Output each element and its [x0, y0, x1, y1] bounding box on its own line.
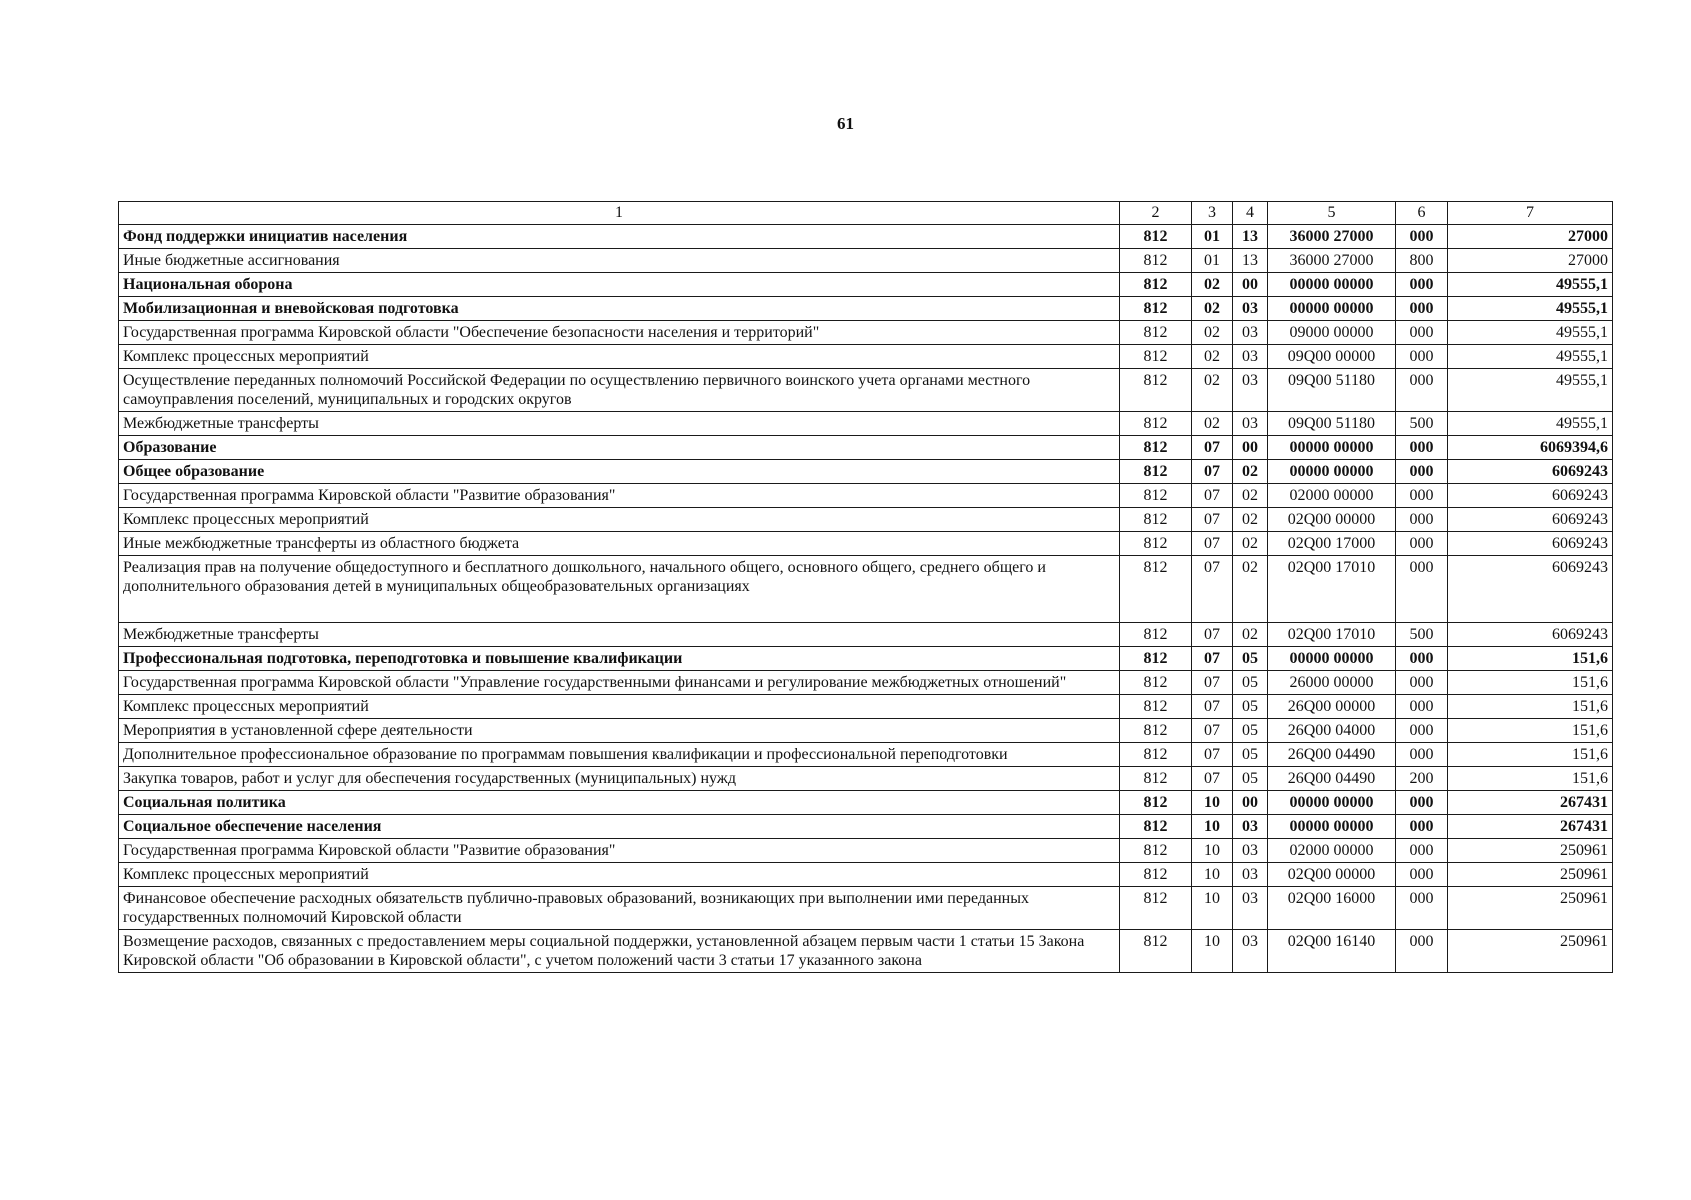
target-article-cell: 00000 00000: [1268, 436, 1396, 460]
amount-cell: 151,6: [1448, 767, 1613, 791]
amount-cell: 6069243: [1448, 556, 1613, 623]
expense-type-cell: 000: [1396, 556, 1448, 623]
section-code-cell: 07: [1192, 743, 1233, 767]
section-code-cell: 10: [1192, 930, 1233, 973]
table-row: [119, 273, 1613, 297]
table-row: [119, 863, 1613, 887]
table-row: [119, 369, 1613, 412]
target-article-cell: 00000 00000: [1268, 647, 1396, 671]
admin-code-cell: 812: [1120, 369, 1192, 412]
amount-cell: 27000: [1448, 249, 1613, 273]
amount-cell: 6069243: [1448, 532, 1613, 556]
header-cell: 4: [1233, 202, 1268, 225]
row-name-cell: Государственная программа Кировской области "Управление государственными финансами и регулирование межбюджетных отношений": [119, 671, 1120, 695]
row-name-cell: Реализация прав на получение общедоступного и бесплатного дошкольного, начального общего, основного общего, среднего общего и дополнительного образования детей в муниципальных общеобразовательных организациях: [119, 556, 1120, 623]
table-row: [119, 345, 1613, 369]
section-code-cell: 07: [1192, 695, 1233, 719]
table-row: [119, 436, 1613, 460]
target-article-cell: 00000 00000: [1268, 297, 1396, 321]
subsection-code-cell: 03: [1233, 930, 1268, 973]
header-row: [119, 202, 1613, 225]
admin-code-cell: 812: [1120, 623, 1192, 647]
expense-type-cell: 000: [1396, 369, 1448, 412]
subsection-code-cell: 03: [1233, 839, 1268, 863]
amount-cell: 6069243: [1448, 508, 1613, 532]
expense-type-cell: 000: [1396, 345, 1448, 369]
amount-cell: 151,6: [1448, 695, 1613, 719]
target-article-cell: 09000 00000: [1268, 321, 1396, 345]
target-article-cell: 02000 00000: [1268, 484, 1396, 508]
row-name-cell: Профессиональная подготовка, переподготовка и повышение квалификации: [119, 647, 1120, 671]
section-code-cell: 02: [1192, 321, 1233, 345]
subsection-code-cell: 05: [1233, 671, 1268, 695]
admin-code-cell: 812: [1120, 225, 1192, 249]
table-row: [119, 839, 1613, 863]
expense-type-cell: 000: [1396, 321, 1448, 345]
table-row: [119, 532, 1613, 556]
target-article-cell: 02Q00 16140: [1268, 930, 1396, 973]
row-name-cell: Возмещение расходов, связанных с предоставлением меры социальной поддержки, установленной абзацем первым части 1 статьи 15 Закона Кировской области "Об образовании в Кировской области", с учетом положений части 3 статьи 17 указанного закона: [119, 930, 1120, 973]
section-code-cell: 07: [1192, 460, 1233, 484]
section-code-cell: 07: [1192, 671, 1233, 695]
page-number: 61: [837, 114, 854, 133]
table-row: [119, 887, 1613, 930]
target-article-cell: 26000 00000: [1268, 671, 1396, 695]
subsection-code-cell: 03: [1233, 887, 1268, 930]
amount-cell: 49555,1: [1448, 369, 1613, 412]
section-code-cell: 07: [1192, 623, 1233, 647]
amount-cell: 151,6: [1448, 719, 1613, 743]
admin-code-cell: 812: [1120, 671, 1192, 695]
table-row: [119, 249, 1613, 273]
subsection-code-cell: 02: [1233, 508, 1268, 532]
admin-code-cell: 812: [1120, 436, 1192, 460]
subsection-code-cell: 13: [1233, 249, 1268, 273]
admin-code-cell: 812: [1120, 532, 1192, 556]
target-article-cell: 00000 00000: [1268, 791, 1396, 815]
subsection-code-cell: 02: [1233, 623, 1268, 647]
table-row: [119, 815, 1613, 839]
amount-cell: 49555,1: [1448, 412, 1613, 436]
target-article-cell: 36000 27000: [1268, 249, 1396, 273]
subsection-code-cell: 05: [1233, 743, 1268, 767]
amount-cell: 151,6: [1448, 647, 1613, 671]
admin-code-cell: 812: [1120, 863, 1192, 887]
section-code-cell: 02: [1192, 273, 1233, 297]
section-code-cell: 07: [1192, 532, 1233, 556]
row-name-cell: Мобилизационная и вневойсковая подготовка: [119, 297, 1120, 321]
expense-type-cell: 000: [1396, 273, 1448, 297]
expense-type-cell: 200: [1396, 767, 1448, 791]
admin-code-cell: 812: [1120, 647, 1192, 671]
target-article-cell: 02Q00 17010: [1268, 556, 1396, 623]
amount-cell: 49555,1: [1448, 321, 1613, 345]
expense-type-cell: 000: [1396, 297, 1448, 321]
amount-cell: 250961: [1448, 863, 1613, 887]
row-name-cell: Комплекс процессных мероприятий: [119, 345, 1120, 369]
admin-code-cell: 812: [1120, 460, 1192, 484]
subsection-code-cell: 03: [1233, 369, 1268, 412]
header-cell: 5: [1268, 202, 1396, 225]
expense-type-cell: 000: [1396, 460, 1448, 484]
amount-cell: 250961: [1448, 930, 1613, 973]
subsection-code-cell: 03: [1233, 863, 1268, 887]
header-cell: 2: [1120, 202, 1192, 225]
section-code-cell: 10: [1192, 839, 1233, 863]
section-code-cell: 07: [1192, 508, 1233, 532]
target-article-cell: 02Q00 17010: [1268, 623, 1396, 647]
table-row: [119, 508, 1613, 532]
table-row: [119, 743, 1613, 767]
table-row: [119, 647, 1613, 671]
subsection-code-cell: 02: [1233, 532, 1268, 556]
target-article-cell: 02Q00 17000: [1268, 532, 1396, 556]
admin-code-cell: 812: [1120, 508, 1192, 532]
row-name-cell: Закупка товаров, работ и услуг для обеспечения государственных (муниципальных) нужд: [119, 767, 1120, 791]
table-row: [119, 767, 1613, 791]
expense-type-cell: 000: [1396, 671, 1448, 695]
target-article-cell: 02Q00 00000: [1268, 508, 1396, 532]
section-code-cell: 01: [1192, 225, 1233, 249]
section-code-cell: 07: [1192, 436, 1233, 460]
row-name-cell: Осуществление переданных полномочий Российской Федерации по осуществлению первичного воинского учета органами местного самоуправления поселений, муниципальных и городских округов: [119, 369, 1120, 412]
admin-code-cell: 812: [1120, 930, 1192, 973]
target-article-cell: 26Q00 00000: [1268, 695, 1396, 719]
row-name-cell: Социальное обеспечение населения: [119, 815, 1120, 839]
row-name-cell: Мероприятия в установленной сфере деятельности: [119, 719, 1120, 743]
admin-code-cell: 812: [1120, 743, 1192, 767]
row-name-cell: Иные бюджетные ассигнования: [119, 249, 1120, 273]
expense-type-cell: 000: [1396, 863, 1448, 887]
table-row: [119, 412, 1613, 436]
subsection-code-cell: 05: [1233, 695, 1268, 719]
admin-code-cell: 812: [1120, 297, 1192, 321]
admin-code-cell: 812: [1120, 695, 1192, 719]
row-name-cell: Социальная политика: [119, 791, 1120, 815]
table-row: [119, 321, 1613, 345]
admin-code-cell: 812: [1120, 815, 1192, 839]
table-row: [119, 225, 1613, 249]
amount-cell: 49555,1: [1448, 297, 1613, 321]
row-name-cell: Дополнительное профессиональное образование по программам повышения квалификации и профессиональной переподготовки: [119, 743, 1120, 767]
subsection-code-cell: 00: [1233, 791, 1268, 815]
row-name-cell: Иные межбюджетные трансферты из областного бюджета: [119, 532, 1120, 556]
amount-cell: 151,6: [1448, 743, 1613, 767]
section-code-cell: 10: [1192, 887, 1233, 930]
expense-type-cell: 000: [1396, 695, 1448, 719]
target-article-cell: 02Q00 00000: [1268, 863, 1396, 887]
subsection-code-cell: 03: [1233, 345, 1268, 369]
section-code-cell: 07: [1192, 767, 1233, 791]
subsection-code-cell: 03: [1233, 321, 1268, 345]
target-article-cell: 00000 00000: [1268, 273, 1396, 297]
section-code-cell: 10: [1192, 863, 1233, 887]
admin-code-cell: 812: [1120, 273, 1192, 297]
row-name-cell: Национальная оборона: [119, 273, 1120, 297]
row-name-cell: Комплекс процессных мероприятий: [119, 695, 1120, 719]
row-name-cell: Государственная программа Кировской области "Обеспечение безопасности населения и территорий": [119, 321, 1120, 345]
header-cell: 1: [119, 202, 1120, 225]
target-article-cell: 36000 27000: [1268, 225, 1396, 249]
expense-type-cell: 000: [1396, 887, 1448, 930]
target-article-cell: 00000 00000: [1268, 815, 1396, 839]
budget-table: [118, 201, 1613, 973]
subsection-code-cell: 05: [1233, 719, 1268, 743]
table-row: [119, 556, 1613, 623]
table-row: [119, 671, 1613, 695]
amount-cell: 6069243: [1448, 460, 1613, 484]
row-name-cell: Межбюджетные трансферты: [119, 623, 1120, 647]
admin-code-cell: 812: [1120, 556, 1192, 623]
expense-type-cell: 000: [1396, 719, 1448, 743]
expense-type-cell: 000: [1396, 225, 1448, 249]
table-row: [119, 460, 1613, 484]
subsection-code-cell: 02: [1233, 484, 1268, 508]
admin-code-cell: 812: [1120, 719, 1192, 743]
table-row: [119, 623, 1613, 647]
row-name-cell: Общее образование: [119, 460, 1120, 484]
section-code-cell: 07: [1192, 719, 1233, 743]
amount-cell: 27000: [1448, 225, 1613, 249]
table-row: [119, 484, 1613, 508]
admin-code-cell: 812: [1120, 791, 1192, 815]
row-name-cell: Финансовое обеспечение расходных обязательств публично-правовых образований, возникающих при выполнении ими переданных государственных полномочий Кировской области: [119, 887, 1120, 930]
subsection-code-cell: 00: [1233, 436, 1268, 460]
table-body: [119, 225, 1613, 973]
subsection-code-cell: 05: [1233, 647, 1268, 671]
admin-code-cell: 812: [1120, 412, 1192, 436]
expense-type-cell: 000: [1396, 815, 1448, 839]
target-article-cell: 02000 00000: [1268, 839, 1396, 863]
target-article-cell: 26Q00 04000: [1268, 719, 1396, 743]
subsection-code-cell: 03: [1233, 412, 1268, 436]
table-row: [119, 791, 1613, 815]
subsection-code-cell: 02: [1233, 556, 1268, 623]
amount-cell: 49555,1: [1448, 345, 1613, 369]
section-code-cell: 02: [1192, 369, 1233, 412]
table-row: [119, 930, 1613, 973]
section-code-cell: 02: [1192, 297, 1233, 321]
expense-type-cell: 000: [1396, 532, 1448, 556]
admin-code-cell: 812: [1120, 887, 1192, 930]
expense-type-cell: 500: [1396, 623, 1448, 647]
subsection-code-cell: 03: [1233, 297, 1268, 321]
admin-code-cell: 812: [1120, 345, 1192, 369]
section-code-cell: 10: [1192, 815, 1233, 839]
subsection-code-cell: 02: [1233, 460, 1268, 484]
expense-type-cell: 000: [1396, 839, 1448, 863]
amount-cell: 250961: [1448, 839, 1613, 863]
row-name-cell: Государственная программа Кировской области "Развитие образования": [119, 839, 1120, 863]
target-article-cell: 02Q00 16000: [1268, 887, 1396, 930]
row-name-cell: Межбюджетные трансферты: [119, 412, 1120, 436]
admin-code-cell: 812: [1120, 321, 1192, 345]
section-code-cell: 07: [1192, 556, 1233, 623]
subsection-code-cell: 00: [1233, 273, 1268, 297]
admin-code-cell: 812: [1120, 767, 1192, 791]
expense-type-cell: 000: [1396, 508, 1448, 532]
target-article-cell: 09Q00 51180: [1268, 369, 1396, 412]
amount-cell: 6069243: [1448, 623, 1613, 647]
subsection-code-cell: 13: [1233, 225, 1268, 249]
expense-type-cell: 000: [1396, 930, 1448, 973]
amount-cell: 151,6: [1448, 671, 1613, 695]
expense-type-cell: 000: [1396, 647, 1448, 671]
header-cell: 7: [1448, 202, 1613, 225]
amount-cell: 6069394,6: [1448, 436, 1613, 460]
section-code-cell: 02: [1192, 345, 1233, 369]
admin-code-cell: 812: [1120, 839, 1192, 863]
row-name-cell: Комплекс процессных мероприятий: [119, 508, 1120, 532]
target-article-cell: 26Q00 04490: [1268, 743, 1396, 767]
expense-type-cell: 000: [1396, 484, 1448, 508]
table-row: [119, 297, 1613, 321]
amount-cell: 267431: [1448, 815, 1613, 839]
expense-type-cell: 000: [1396, 743, 1448, 767]
row-name-cell: Государственная программа Кировской области "Развитие образования": [119, 484, 1120, 508]
target-article-cell: 00000 00000: [1268, 460, 1396, 484]
header-cell: 6: [1396, 202, 1448, 225]
section-code-cell: 02: [1192, 412, 1233, 436]
row-name-cell: Фонд поддержки инициатив населения: [119, 225, 1120, 249]
target-article-cell: 26Q00 04490: [1268, 767, 1396, 791]
table-row: [119, 695, 1613, 719]
target-article-cell: 09Q00 51180: [1268, 412, 1396, 436]
expense-type-cell: 000: [1396, 791, 1448, 815]
section-code-cell: 07: [1192, 647, 1233, 671]
row-name-cell: Образование: [119, 436, 1120, 460]
header-cell: 3: [1192, 202, 1233, 225]
subsection-code-cell: 03: [1233, 815, 1268, 839]
row-name-cell: Комплекс процессных мероприятий: [119, 863, 1120, 887]
expense-type-cell: 000: [1396, 436, 1448, 460]
table-row: [119, 719, 1613, 743]
amount-cell: 250961: [1448, 887, 1613, 930]
section-code-cell: 10: [1192, 791, 1233, 815]
admin-code-cell: 812: [1120, 484, 1192, 508]
section-code-cell: 07: [1192, 484, 1233, 508]
subsection-code-cell: 05: [1233, 767, 1268, 791]
expense-type-cell: 500: [1396, 412, 1448, 436]
amount-cell: 267431: [1448, 791, 1613, 815]
section-code-cell: 01: [1192, 249, 1233, 273]
amount-cell: 49555,1: [1448, 273, 1613, 297]
expense-type-cell: 800: [1396, 249, 1448, 273]
amount-cell: 6069243: [1448, 484, 1613, 508]
target-article-cell: 09Q00 00000: [1268, 345, 1396, 369]
admin-code-cell: 812: [1120, 249, 1192, 273]
